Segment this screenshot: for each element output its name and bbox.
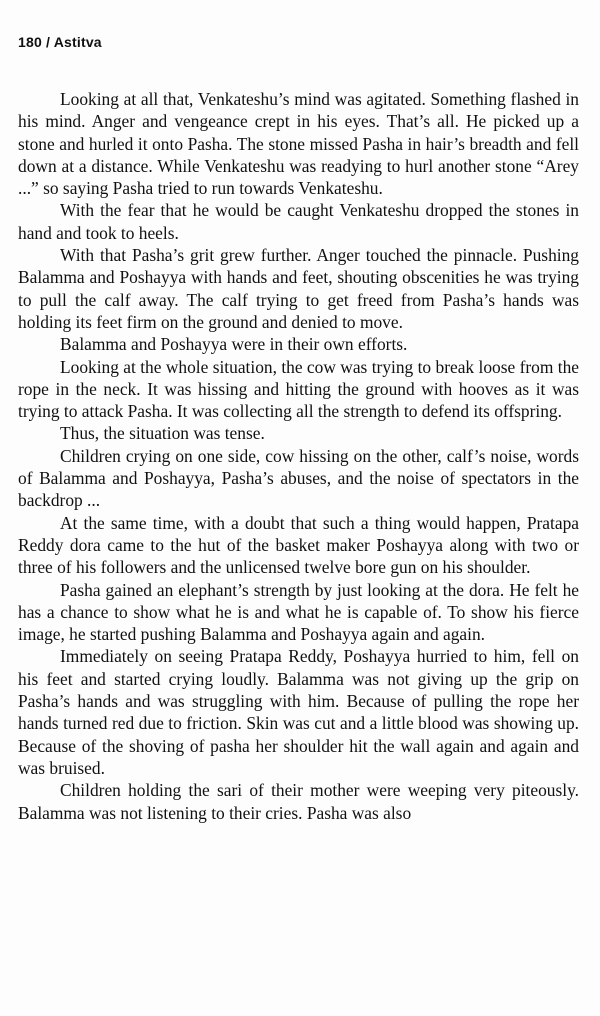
running-head: 180 / Astitva — [18, 34, 102, 50]
paragraph: Looking at the whole situation, the cow was trying to break loose from the rope in the neck. It was hissing and hitting the ground with hooves as it was trying to attack Pasha. It was collecting all the strength to defend its offspring. — [18, 356, 579, 422]
paragraph: Children crying on one side, cow hissing on the other, calf’s noise, words of Balamma and Poshayya, Pasha’s abuses, and the noise of spectators in the backdrop ... — [18, 445, 579, 511]
paragraph: With the fear that he would be caught Venkateshu dropped the stones in hand and took to heels. — [18, 200, 579, 243]
paragraph: Balamma and Poshayya were in their own efforts. — [60, 334, 408, 355]
paragraph: Immediately on seeing Pratapa Reddy, Poshayya hurried to him, fell on his feet and started crying loudly. Balamma was not giving up the grip on Pasha’s hands and was struggling with him. Because of pulling the rope her hands turned red due to friction. Skin was cut and a little blood was showing up. Because of the shoving of pasha her shoulder hit the wall again and again and was bruised. — [18, 646, 579, 778]
body-text — [18, 88, 579, 824]
paragraph: Thus, the situation was tense. — [60, 423, 265, 444]
paragraph: Children holding the sari of their mother were weeping very piteously. Balamma was not listening to their cries. Pasha was also — [18, 780, 579, 823]
paragraph: Pasha gained an elephant’s strength by just looking at the dora. He felt he has a chance to show what he is and what he is capable of. To show his fierce image, he started pushing Balamma and Poshayya again and again. — [18, 579, 579, 645]
paragraph: With that Pasha’s grit grew further. Anger touched the pinnacle. Pushing Balamma and Poshayya with hands and feet, shouting obscenities he was trying to pull the calf away. The calf trying to get freed from Pasha’s hands was holding its feet firm on the ground and denied to move. — [18, 245, 579, 332]
paragraph: Looking at all that, Venkateshu’s mind was agitated. Something flashed in his mind. Anger and vengeance crept in his eyes. That’s all. He picked up a stone and hurled it onto Pasha. The stone missed Pasha in hair’s breadth and fell down at a distance. While Venkateshu was readying to hurl another stone “Arey ...” so saying Pasha tried to run towards Venkateshu. — [18, 89, 579, 199]
paragraph: At the same time, with a doubt that such a thing would happen, Pratapa Reddy dora came to the hut of the basket maker Poshayya along with two or three of his followers and the unlicensed twelve bore gun on his shoulder. — [18, 512, 579, 578]
